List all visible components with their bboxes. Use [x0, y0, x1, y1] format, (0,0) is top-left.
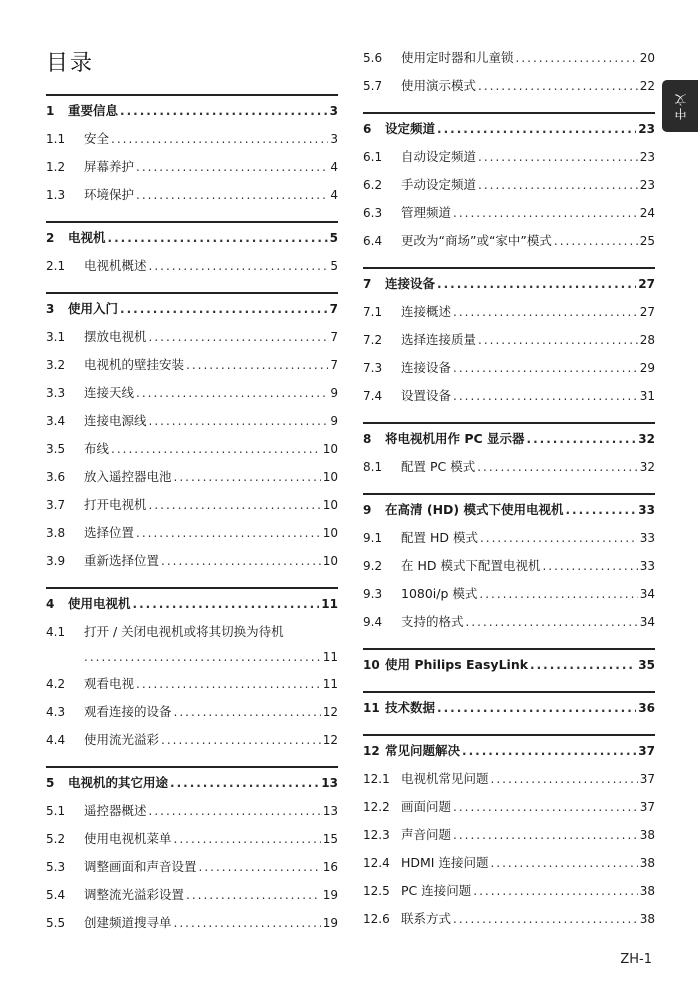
toc-title: 配置 HD 模式	[401, 530, 478, 545]
toc-title: 使用入门	[68, 301, 119, 316]
toc-title: 使用电视机	[68, 596, 131, 611]
toc-leader-dots	[473, 884, 637, 898]
toc-number: 9.2	[363, 559, 383, 573]
toc-title: 打开电视机	[84, 497, 147, 512]
toc-title: 电视机	[68, 230, 106, 245]
toc-title: 常见问题解决	[385, 743, 461, 758]
toc-title: 放入遥控器电池	[84, 469, 172, 484]
toc-title: 屏幕养护	[84, 159, 135, 174]
toc-number: 2.1	[46, 259, 66, 273]
toc-title: 管理频道	[401, 205, 452, 220]
toc-leader-dots	[453, 800, 638, 814]
toc-page-number: 37	[639, 800, 655, 814]
toc-number: 3.1	[46, 330, 66, 344]
toc-page-number: 10	[322, 554, 338, 568]
language-tab[interactable]	[662, 80, 698, 132]
toc-entry[interactable]	[363, 881, 655, 909]
toc-page-number: 15	[322, 832, 338, 846]
toc-section	[46, 587, 338, 758]
toc-entry[interactable]	[46, 730, 338, 758]
toc-section	[363, 493, 655, 640]
toc-page-number: 23	[638, 122, 655, 136]
toc-number: 3.6	[46, 470, 66, 484]
toc-page-number: 9	[330, 386, 338, 400]
toc-entry[interactable]	[46, 801, 338, 829]
toc-number: 12.2	[363, 800, 390, 814]
toc-entry[interactable]	[46, 355, 338, 383]
toc-entry[interactable]	[46, 256, 338, 284]
toc-number: 8.1	[363, 460, 383, 474]
toc-entry-line	[46, 650, 338, 674]
toc-section-heading[interactable]	[363, 500, 655, 528]
toc-number: 5.6	[363, 51, 383, 65]
toc-title: 1080i/p 模式	[401, 586, 478, 601]
toc-entry[interactable]	[46, 129, 338, 157]
toc-page-number: 33	[639, 531, 655, 545]
toc-entry[interactable]	[363, 909, 655, 937]
toc-page-number: 22	[639, 79, 655, 93]
toc-entry[interactable]	[46, 857, 338, 885]
toc-page-number: 19	[322, 916, 338, 930]
toc-leader-dots	[477, 460, 638, 474]
toc-number: 12.1	[363, 772, 390, 786]
toc-leader-dots	[453, 206, 638, 220]
toc-title: 调整画面和声音设置	[84, 859, 197, 874]
toc-number: 10	[363, 658, 380, 672]
toc-section-heading[interactable]	[46, 299, 338, 327]
toc-title: 观看电视	[84, 676, 135, 691]
toc-entry[interactable]	[363, 231, 655, 259]
toc-number: 4.2	[46, 677, 66, 691]
toc-page-number: 36	[638, 701, 655, 715]
toc-leader-dots	[136, 526, 321, 540]
toc-number: 9.1	[363, 531, 383, 545]
toc-page-number: 13	[322, 804, 338, 818]
toc-title: 调整流光溢彩设置	[84, 887, 185, 902]
toc-leader-dots	[170, 776, 319, 790]
toc-title: PC 连接问题	[401, 883, 472, 898]
toc-title: 使用定时器和儿童锁	[401, 50, 514, 65]
toc-leader-dots	[527, 432, 637, 446]
toc-number: 1.3	[46, 188, 66, 202]
toc-number: 7.4	[363, 389, 383, 403]
toc-section-heading[interactable]	[46, 773, 338, 801]
toc-title: 重新选择位置	[84, 553, 160, 568]
toc-entry[interactable]	[363, 302, 655, 330]
toc-leader-dots	[149, 498, 321, 512]
toc-page-number: 23	[639, 150, 655, 164]
toc-entry[interactable]	[46, 157, 338, 185]
toc-section-heading[interactable]	[46, 594, 338, 622]
toc-entry[interactable]	[363, 48, 655, 76]
toc-page-number: 23	[639, 178, 655, 192]
toc-number: 12.5	[363, 884, 390, 898]
toc-title: 打开 / 关闭电视机或将其切换为待机	[84, 624, 284, 639]
toc-number: 11	[363, 701, 380, 715]
toc-page-number: 38	[639, 828, 655, 842]
toc-page-number: 28	[639, 333, 655, 347]
toc-entry[interactable]	[46, 495, 338, 523]
toc-section-heading[interactable]	[363, 274, 655, 302]
toc-entry[interactable]	[363, 528, 655, 556]
toc-title: 遥控器概述	[84, 803, 147, 818]
toc-number: 3.4	[46, 414, 66, 428]
toc-title: 在 HD 模式下配置电视机	[401, 558, 541, 573]
toc-leader-dots	[84, 650, 321, 664]
toc-section	[46, 292, 338, 579]
toc-number: 5.4	[46, 888, 66, 902]
toc-entry[interactable]	[363, 584, 655, 612]
toc-leader-dots	[186, 358, 328, 372]
toc-leader-dots	[478, 150, 638, 164]
toc-page-number: 5	[330, 259, 338, 273]
toc-section	[46, 766, 338, 941]
toc-page-number: 37	[639, 772, 655, 786]
toc-leader-dots	[136, 188, 328, 202]
toc-section	[363, 48, 655, 104]
toc-entry[interactable]	[46, 829, 338, 857]
toc-entry[interactable]	[46, 327, 338, 355]
toc-section	[363, 112, 655, 259]
toc-leader-dots	[565, 503, 636, 517]
toc-entry[interactable]	[46, 383, 338, 411]
toc-title: 在高清 (HD) 模式下使用电视机	[385, 502, 564, 517]
toc-leader-dots	[453, 389, 638, 403]
toc-title: 设定频道	[385, 121, 436, 136]
toc-section-heading[interactable]	[46, 101, 338, 129]
toc-leader-dots	[186, 888, 321, 902]
page-title: 目录	[46, 51, 95, 76]
toc-title: 观看连接的设备	[84, 704, 172, 719]
toc-title: 创建频道搜寻单	[84, 915, 172, 930]
toc-title: 使用 Philips EasyLink	[385, 657, 529, 672]
toc-title: 电视机常见问题	[401, 771, 489, 786]
toc-section	[363, 422, 655, 485]
toc-section-heading[interactable]	[363, 655, 655, 683]
toc-number: 5.1	[46, 804, 66, 818]
toc-page-number: 24	[639, 206, 655, 220]
toc-leader-dots	[490, 856, 637, 870]
toc-left-column	[46, 94, 338, 949]
toc-number: 5.7	[363, 79, 383, 93]
toc-number: 6.1	[363, 150, 383, 164]
toc-page-number: 33	[638, 503, 655, 517]
toc-number: 12.3	[363, 828, 390, 842]
toc-page-number: 3	[329, 104, 338, 118]
toc-leader-dots	[542, 559, 637, 573]
toc-leader-dots	[149, 414, 329, 428]
toc-entry[interactable]	[46, 913, 338, 941]
toc-page-number: 3	[330, 132, 338, 146]
toc-number: 6	[363, 122, 372, 136]
toc-title: 选择位置	[84, 525, 135, 540]
toc-page-number: 38	[639, 912, 655, 926]
toc-number: 1.1	[46, 132, 66, 146]
toc-number: 7.1	[363, 305, 383, 319]
toc-leader-dots	[133, 597, 320, 611]
toc-title: 技术数据	[385, 700, 436, 715]
toc-number: 4.1	[46, 625, 66, 639]
toc-title: 配置 PC 模式	[401, 459, 476, 474]
toc-entry[interactable]	[363, 76, 655, 104]
toc-leader-dots	[161, 554, 321, 568]
toc-leader-dots	[136, 677, 321, 691]
toc-entry[interactable]	[46, 439, 338, 467]
toc-entry[interactable]	[46, 702, 338, 730]
toc-section-heading[interactable]	[46, 228, 338, 256]
toc-leader-dots	[453, 912, 638, 926]
toc-number: 9.4	[363, 615, 383, 629]
toc-leader-dots	[453, 305, 638, 319]
toc-page-number: 27	[639, 305, 655, 319]
toc-entry[interactable]	[363, 797, 655, 825]
toc-leader-dots	[491, 772, 638, 786]
toc-entry[interactable]	[363, 330, 655, 358]
toc-leader-dots	[136, 386, 328, 400]
toc-leader-dots	[554, 234, 638, 248]
toc-leader-dots	[108, 231, 328, 245]
toc-section	[46, 221, 338, 284]
toc-number: 3	[46, 302, 55, 316]
toc-number: 3.9	[46, 554, 66, 568]
toc-title: 电视机的壁挂安装	[84, 357, 185, 372]
toc-title: 连接天线	[84, 385, 135, 400]
toc-entry[interactable]	[46, 411, 338, 439]
toc-page-number: 34	[639, 587, 655, 601]
toc-number: 6.3	[363, 206, 383, 220]
toc-entry[interactable]	[46, 551, 338, 579]
toc-entry[interactable]	[363, 386, 655, 414]
toc-section-heading[interactable]	[363, 698, 655, 726]
toc-title: 重要信息	[68, 103, 119, 118]
toc-leader-dots	[478, 178, 638, 192]
toc-entry-line	[46, 622, 338, 650]
toc-title: 支持的格式	[401, 614, 464, 629]
toc-leader-dots	[530, 658, 636, 672]
toc-page-number: 11	[322, 677, 338, 691]
toc-page-number: 10	[322, 498, 338, 512]
toc-entry[interactable]	[46, 523, 338, 551]
toc-title: 安全	[84, 131, 110, 146]
toc-page-number: 5	[329, 231, 338, 245]
toc-page-number: 38	[639, 884, 655, 898]
toc-number: 3.8	[46, 526, 66, 540]
toc-page-number: 13	[321, 776, 338, 790]
toc-section	[363, 691, 655, 726]
toc-leader-dots	[174, 916, 321, 930]
toc-leader-dots	[478, 79, 638, 93]
toc-number: 8	[363, 432, 372, 446]
toc-leader-dots	[174, 470, 321, 484]
toc-page-number: 4	[330, 160, 338, 174]
page-number: ZH-1	[620, 952, 652, 967]
toc-leader-dots	[466, 615, 638, 629]
toc-leader-dots	[149, 330, 329, 344]
toc-title: 自动设定频道	[401, 149, 477, 164]
toc-page-number: 27	[638, 277, 655, 291]
toc-page-number: 11	[322, 650, 338, 664]
toc-page-number: 38	[639, 856, 655, 870]
toc-page-number: 10	[322, 442, 338, 456]
toc-page-number: 32	[638, 432, 655, 446]
toc-title: 连接设备	[385, 276, 436, 291]
toc-entry[interactable]	[363, 457, 655, 485]
toc-page-number: 9	[330, 414, 338, 428]
toc-entry[interactable]	[363, 203, 655, 231]
toc-title: 设置设备	[401, 388, 452, 403]
toc-title: 连接电源线	[84, 413, 147, 428]
toc-number: 7.2	[363, 333, 383, 347]
toc-leader-dots	[437, 277, 636, 291]
toc-title: 电视机概述	[84, 258, 147, 273]
toc-page-number: 7	[330, 330, 338, 344]
toc-number: 7.3	[363, 361, 383, 375]
toc-number: 9	[363, 503, 372, 517]
toc-page-number: 12	[322, 733, 338, 747]
toc-leader-dots	[174, 705, 321, 719]
toc-page-number: 35	[638, 658, 655, 672]
toc-number: 3.3	[46, 386, 66, 400]
toc-leader-dots	[453, 828, 638, 842]
toc-leader-dots	[437, 701, 636, 715]
toc-entry[interactable]	[46, 674, 338, 702]
toc-entry[interactable]	[363, 147, 655, 175]
toc-title: 声音问题	[401, 827, 452, 842]
toc-number: 5.3	[46, 860, 66, 874]
toc-leader-dots	[480, 531, 638, 545]
language-tab-label: 中文	[673, 92, 688, 120]
toc-title: 手动设定频道	[401, 177, 477, 192]
toc-page-number: 10	[322, 470, 338, 484]
toc-number: 4.4	[46, 733, 66, 747]
toc-leader-dots	[120, 104, 328, 118]
toc-entry[interactable]	[46, 467, 338, 495]
toc-entry[interactable]	[363, 612, 655, 640]
toc-title: 使用演示模式	[401, 78, 477, 93]
toc-number: 4.3	[46, 705, 66, 719]
toc-section-heading[interactable]	[363, 429, 655, 457]
toc-number: 12	[363, 744, 380, 758]
toc-number: 1.2	[46, 160, 66, 174]
toc-right-column	[363, 48, 655, 945]
toc-number: 6.2	[363, 178, 383, 192]
toc-section	[363, 267, 655, 414]
toc-entry[interactable]	[363, 853, 655, 881]
toc-leader-dots	[437, 122, 636, 136]
toc-leader-dots	[462, 744, 636, 758]
toc-leader-dots	[453, 361, 638, 375]
toc-title: 将电视机用作 PC 显示器	[385, 431, 525, 446]
toc-entry[interactable]	[46, 885, 338, 913]
toc-leader-dots	[161, 733, 321, 747]
toc-leader-dots	[111, 132, 328, 146]
toc-page-number: 12	[322, 705, 338, 719]
toc-leader-dots	[174, 832, 321, 846]
toc-leader-dots	[149, 804, 321, 818]
toc-number: 7	[363, 277, 372, 291]
toc-page-number: 34	[639, 615, 655, 629]
toc-section	[363, 734, 655, 937]
toc-title: 连接概述	[401, 304, 452, 319]
toc-number: 5	[46, 776, 55, 790]
toc-leader-dots	[478, 333, 638, 347]
toc-title: 选择连接质量	[401, 332, 477, 347]
toc-number: 5.2	[46, 832, 66, 846]
toc-title: 布线	[84, 441, 110, 456]
toc-page-number: 33	[639, 559, 655, 573]
toc-title: 使用流光溢彩	[84, 732, 160, 747]
toc-number: 5.5	[46, 916, 66, 930]
toc-number: 2	[46, 231, 55, 245]
toc-page-number: 32	[639, 460, 655, 474]
toc-page-number: 7	[329, 302, 338, 316]
toc-leader-dots	[479, 587, 637, 601]
toc-title: 环境保护	[84, 187, 135, 202]
toc-entry[interactable]	[363, 825, 655, 853]
toc-number: 12.6	[363, 912, 390, 926]
toc-title: 画面问题	[401, 799, 452, 814]
toc-number: 3.7	[46, 498, 66, 512]
toc-title: HDMI 连接问题	[401, 855, 489, 870]
toc-section-heading[interactable]	[363, 741, 655, 769]
toc-title: 更改为“商场”或“家中”模式	[401, 233, 552, 248]
toc-page-number: 10	[322, 526, 338, 540]
toc-entry[interactable]	[363, 556, 655, 584]
toc-title: 连接设备	[401, 360, 452, 375]
toc-number: 12.4	[363, 856, 390, 870]
toc-entry[interactable]	[363, 358, 655, 386]
toc-page-number: 16	[322, 860, 338, 874]
toc-entry[interactable]	[363, 769, 655, 797]
toc-section	[363, 648, 655, 683]
toc-title: 使用电视机菜单	[84, 831, 172, 846]
toc-title: 联系方式	[401, 911, 452, 926]
toc-leader-dots	[111, 442, 321, 456]
toc-page-number: 4	[330, 188, 338, 202]
toc-page-number: 20	[639, 51, 655, 65]
toc-number: 3.2	[46, 358, 66, 372]
toc-title: 电视机的其它用途	[68, 775, 169, 790]
toc-entry[interactable]	[46, 185, 338, 213]
toc-page-number: 31	[639, 389, 655, 403]
toc-leader-dots	[199, 860, 321, 874]
toc-entry[interactable]	[363, 175, 655, 203]
toc-page-number: 29	[639, 361, 655, 375]
toc-section	[46, 94, 338, 213]
toc-page-number: 11	[321, 597, 338, 611]
toc-number: 1	[46, 104, 55, 118]
toc-number: 3.5	[46, 442, 66, 456]
toc-entry[interactable]	[46, 622, 338, 674]
toc-leader-dots	[149, 259, 329, 273]
toc-number: 4	[46, 597, 55, 611]
toc-number: 6.4	[363, 234, 383, 248]
toc-leader-dots	[516, 51, 638, 65]
toc-leader-dots	[120, 302, 328, 316]
toc-leader-dots	[136, 160, 328, 174]
toc-page-number: 37	[638, 744, 655, 758]
toc-title: 摆放电视机	[84, 329, 147, 344]
toc-page-number: 7	[330, 358, 338, 372]
toc-section-heading[interactable]	[363, 119, 655, 147]
toc-number: 9.3	[363, 587, 383, 601]
toc-page-number: 19	[322, 888, 338, 902]
toc-page-number: 25	[639, 234, 655, 248]
